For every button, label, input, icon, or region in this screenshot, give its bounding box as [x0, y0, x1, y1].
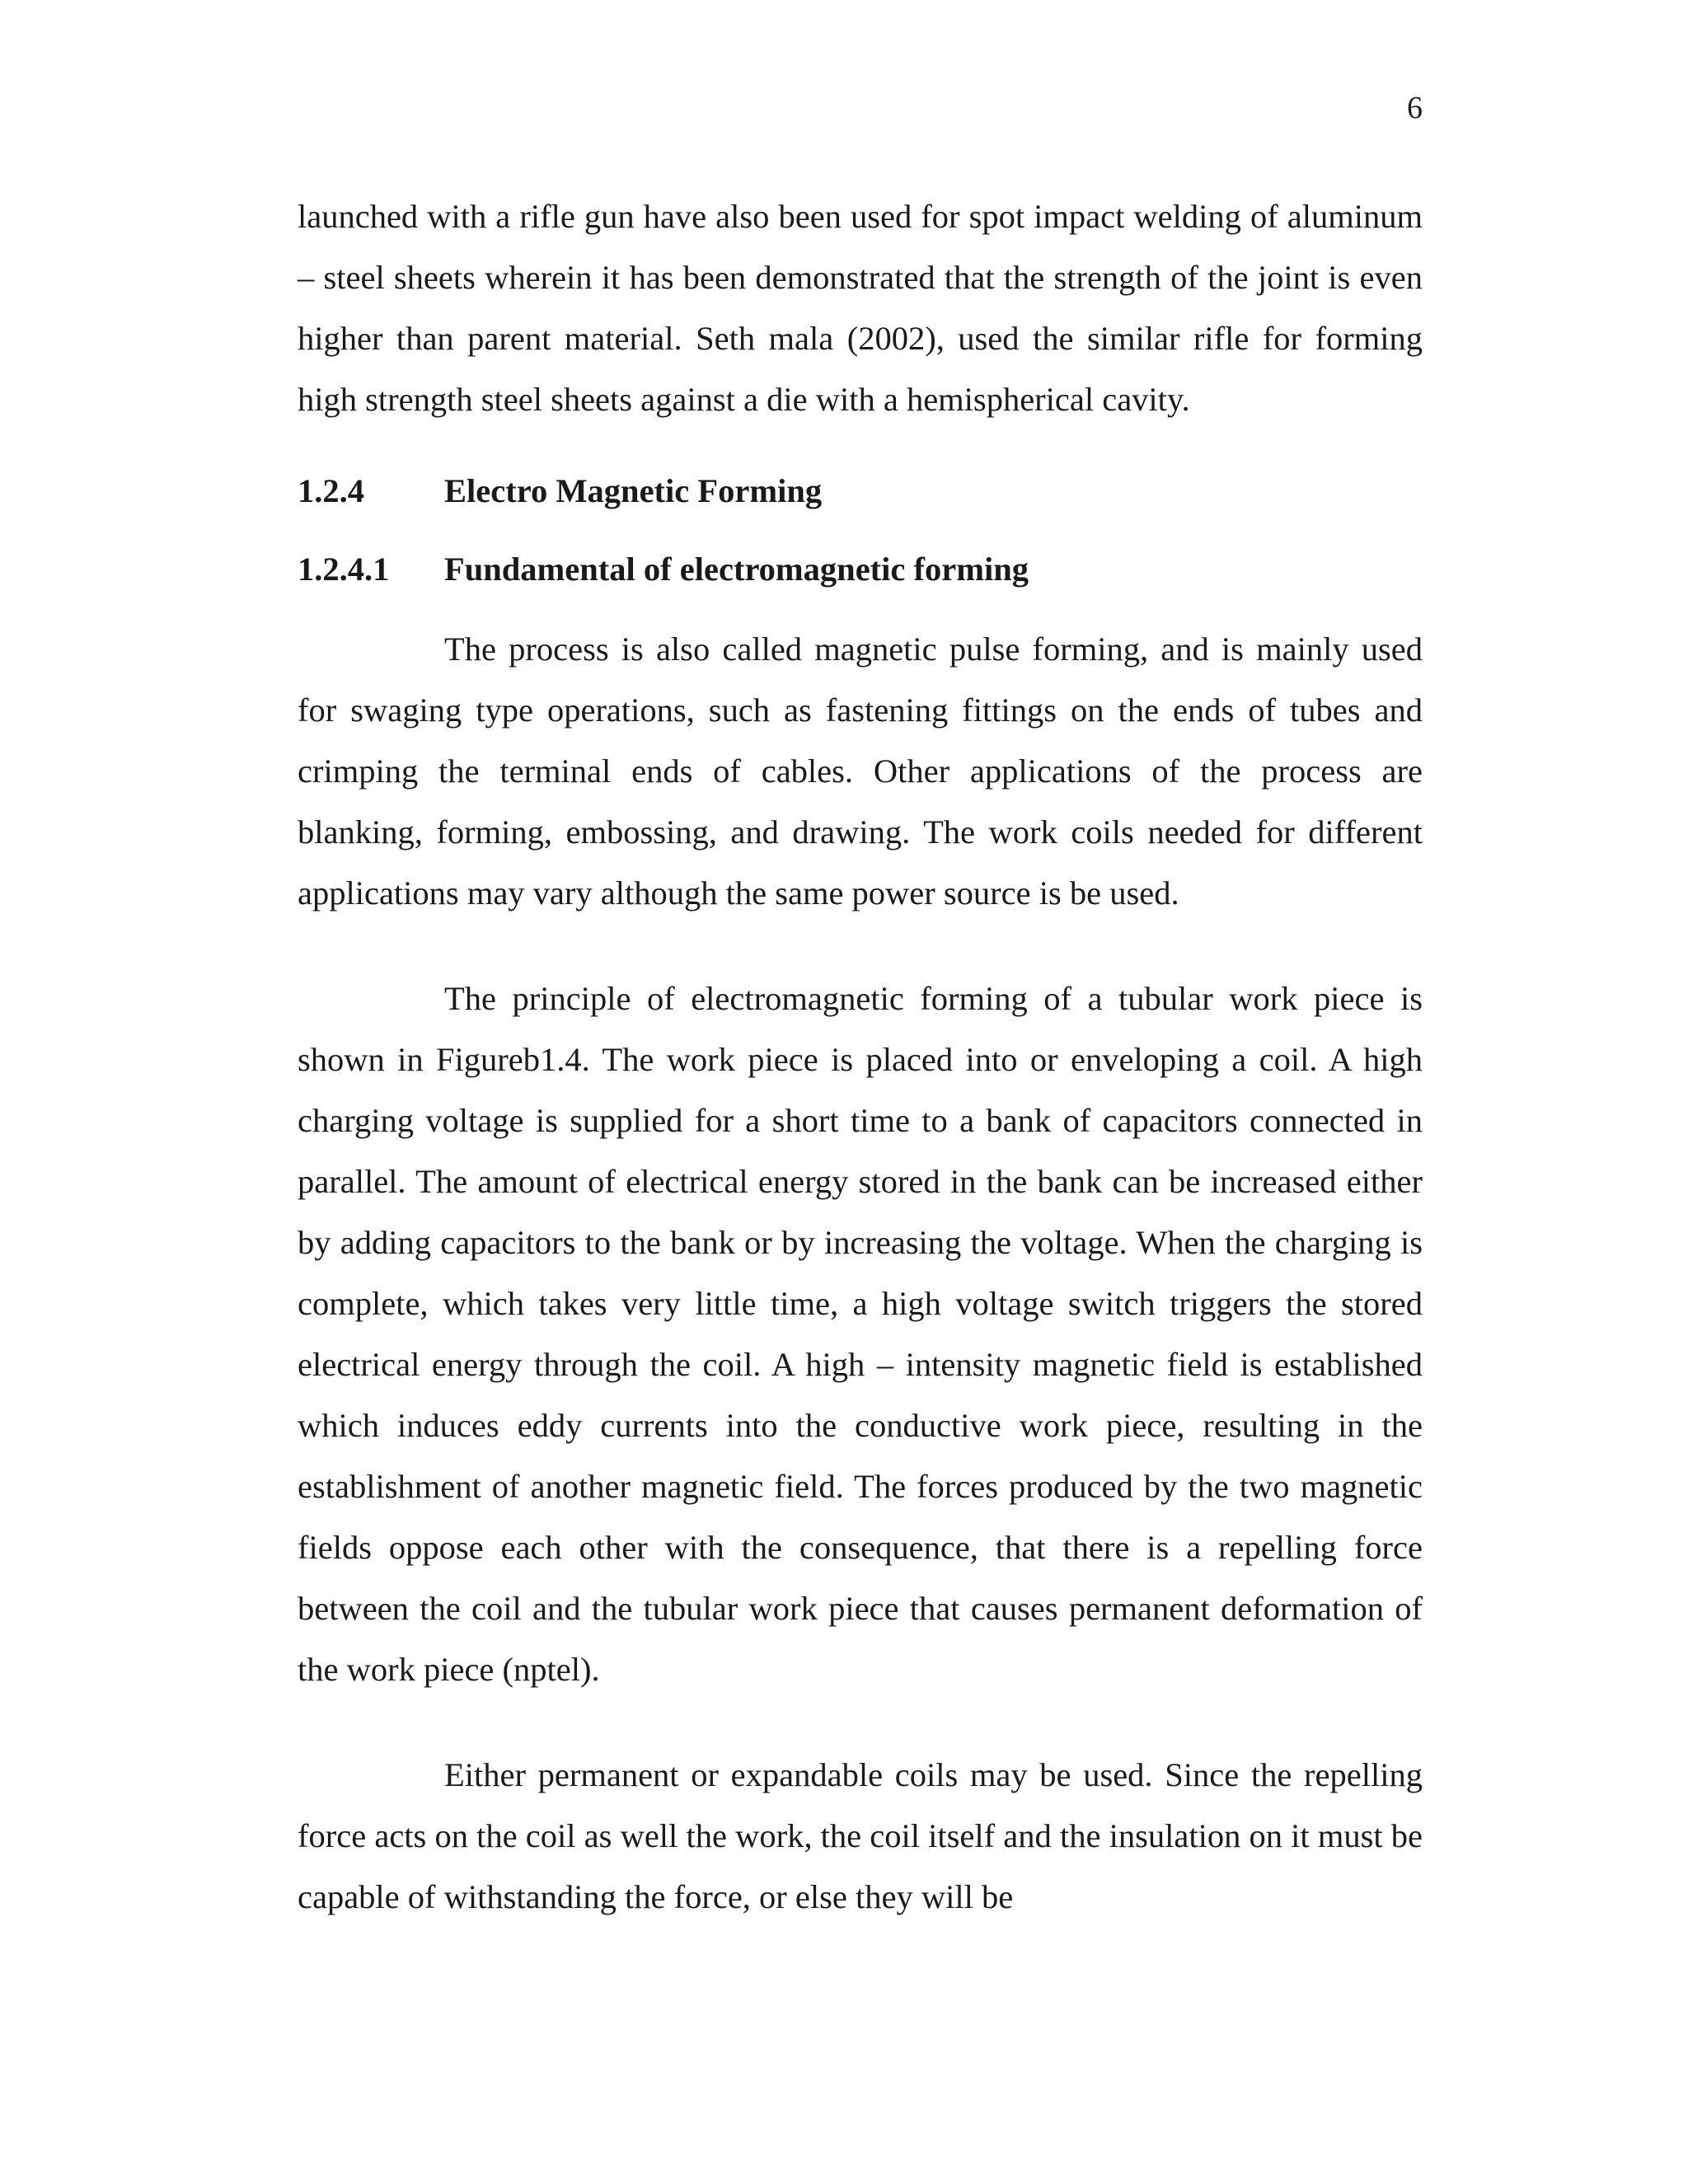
section-heading — [298, 472, 1423, 509]
page-number: 6 — [1407, 91, 1423, 125]
subsection-number: 1.2.4.1 — [298, 550, 390, 588]
paragraph-process-overview: The process is also called magnetic pulse forming, and is mainly used for swaging type operations, such as fastening fittings on the ends of tubes and crimping the terminal ends of cables. Other applications of the process are blanking, forming, embossing, and drawing. The work coils needed for different applications may vary although the same power source is be used. — [298, 630, 1423, 912]
section-title: Electro Magnetic Forming — [444, 472, 823, 509]
section-number: 1.2.4 — [298, 472, 364, 509]
page-body — [298, 186, 1423, 1928]
paragraph-continuation: launched with a rifle gun have also been used for spot impact welding of aluminum – steel sheets wherein it has been demonstrated that the strength of the joint is even higher than parent material. Seth mala (2002), used the similar rifle for forming high strength steel sheets against a die with a hemispherical cavity. — [298, 198, 1423, 418]
paragraph-coils: Either permanent or expandable coils may be used. Since the repelling force acts on the coil as well the work, the coil itself and the insulation on it must be capable of withstanding the force, or else they will be — [298, 1756, 1423, 1915]
subsection-title: Fundamental of electromagnetic forming — [444, 550, 1029, 588]
subsection-heading — [298, 550, 1423, 588]
paragraph-principle: The principle of electromagnetic forming of a tubular work piece is shown in Figureb1.4. The work piece is placed into or enveloping a coil. A high charging voltage is supplied for a short time to a bank of capacitors connected in parallel. The amount of electrical energy stored in the bank can be increased either by adding capacitors to the bank or by increasing the voltage. When the charging is complete, which takes very little time, a high voltage switch triggers the stored electrical energy through the coil. A high – intensity magnetic field is established which induces eddy currents into the conductive work piece, resulting in the establishment of another magnetic field. The forces produced by the two magnetic fields oppose each other with the consequence, that there is a repelling force between the coil and the tubular work piece that causes permanent deformation of the work piece (nptel). — [298, 980, 1423, 1688]
